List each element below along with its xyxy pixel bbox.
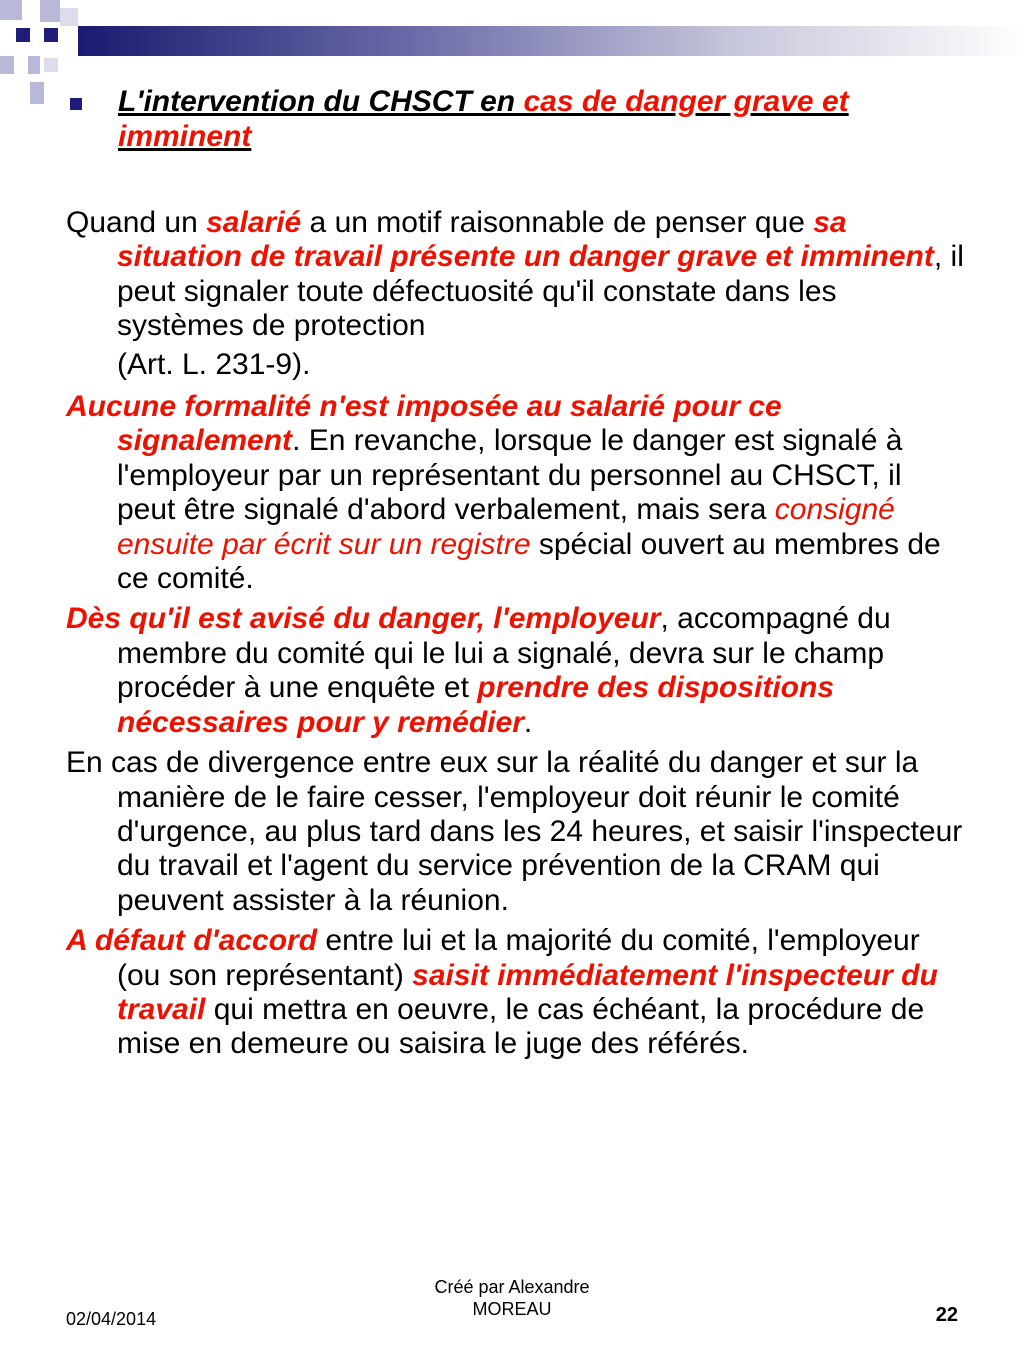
p3-text-1: , accompagné du membre du comité qui le lui a signalé, devra sur le champ procéder à une enquête et (117, 602, 891, 705)
decor-square-lavender-1 (40, 0, 60, 22)
decor-square-lavender-2 (0, 0, 22, 20)
p4-text-1: En cas de divergence entre eux sur la réalité du danger et sur la manière de le faire cesser, l'employeur doit réunir le comité d'urgence, au plus tard dans les 24 heures, et saisir l'inspecteur du travail et l'agent du service prévention de la CRAM qui peuvent assister à la réunion. (66, 746, 963, 917)
header-gradient-bar (78, 26, 1024, 56)
paragraph-1-reference: (Art. L. 231-9). (117, 347, 311, 381)
p5-text-1: entre lui et la majorité du comité, l'employeur (ou son représentant) (117, 924, 920, 992)
paragraph-5 (66, 924, 966, 1062)
p5-text-2: qui mettra en oeuvre, le cas échéant, la procédure de mise en demeure ou saisira le juge des référés. (117, 992, 925, 1061)
p5-emphasis-2: saisit immédiatement l'inspecteur du travail (117, 958, 938, 1026)
p2-text-2: spécial ouvert au membres de ce comité. (117, 527, 941, 596)
decor-square-pale-2 (44, 58, 58, 72)
decor-square-navy-1 (16, 28, 30, 42)
p1-text-3: , il peut signaler toute défectuosité qu'il constate dans les systèmes de protection (117, 240, 964, 343)
footer-date: 02/04/2014 (66, 1309, 157, 1329)
heading-emphasis: cas de danger grave et imminent (118, 85, 849, 153)
p3-emphasis-1: Dès qu'il est avisé du danger, l'employeur (66, 602, 661, 636)
paragraph-4 (66, 746, 966, 918)
p1-emphasis-2: sa situation de travail présente un danger grave et imminent (117, 206, 934, 274)
footer-author-line-1: Créé par Alexandre (434, 1277, 590, 1297)
p2-emphasis-2: consigné ensuite par écrit sur un registre (117, 493, 895, 561)
decor-square-lavender-5 (30, 82, 44, 104)
heading-plain: L'intervention du CHSCT en (118, 85, 524, 118)
heading-bullet-icon (70, 98, 82, 110)
p2-text-1: . En revanche, lorsque le danger est signalé à l'employeur par un représentant du personnel au CHSCT, il peut être signalé d'abord verbalement, mais sera (117, 424, 903, 527)
slide-heading (118, 84, 968, 154)
decor-square-lavender-3 (0, 56, 14, 74)
decor-square-lavender-4 (28, 56, 40, 74)
p1-text-1: Quand un (66, 206, 207, 239)
decor-square-navy-2 (44, 28, 58, 42)
p3-text-2: . (523, 705, 533, 739)
decor-square-pale-1 (60, 8, 78, 26)
paragraph-2 (66, 390, 966, 596)
paragraph-3 (66, 602, 966, 740)
paragraph-1 (66, 206, 966, 344)
p5-emphasis-1: A défaut d'accord (66, 924, 318, 958)
p1-text-2: a un motif raisonnable de penser que (301, 206, 814, 239)
p2-emphasis-1: Aucune formalité n'est imposée au salarié pour ce signalement (66, 390, 782, 458)
footer-author-line-2: MOREAU (472, 1299, 552, 1319)
p3-emphasis-2: prendre des dispositions nécessaires pour y remédier (117, 671, 835, 739)
slide-body (66, 206, 966, 1068)
footer-author (362, 1276, 662, 1320)
page-number: 22 (935, 1304, 958, 1326)
p1-emphasis-1: salarié (206, 206, 302, 239)
